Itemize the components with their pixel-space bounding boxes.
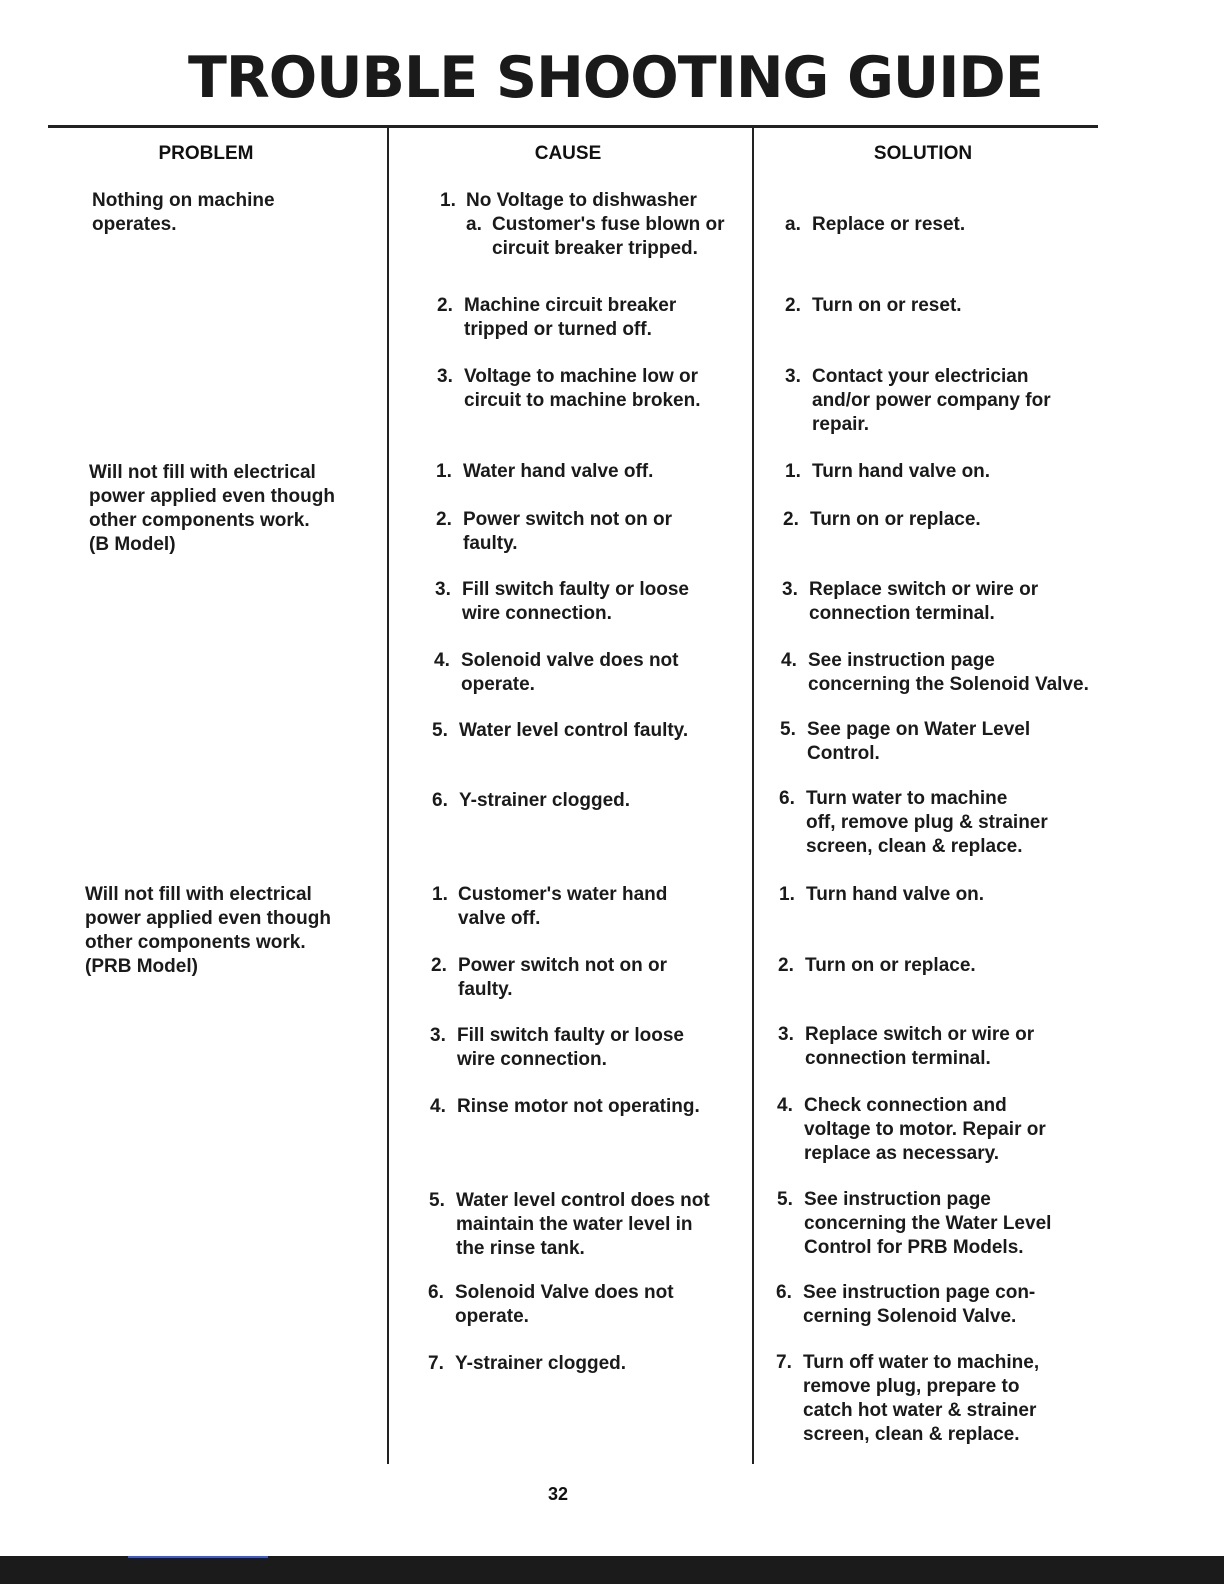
solution-number: 1. xyxy=(785,461,801,482)
cause-item: Fill switch faulty or loose wire connection. xyxy=(457,1025,684,1070)
page-number: 32 xyxy=(548,1484,569,1504)
header-problem: PROBLEM xyxy=(158,143,254,164)
cause-item: Water level control faulty. xyxy=(459,720,689,741)
solution-number: 4. xyxy=(781,650,797,671)
cause-number: 1. xyxy=(432,884,448,905)
solution-number: 3. xyxy=(778,1024,794,1045)
solution-item: Replace or reset. xyxy=(812,214,966,235)
cause-item: Rinse motor not operating. xyxy=(457,1096,700,1117)
solution-number: 6. xyxy=(776,1282,792,1303)
header-cause: CAUSE xyxy=(534,143,602,164)
page-title: TROUBLE SHOOTING GUIDE xyxy=(188,45,1043,111)
cause-number: 3. xyxy=(437,366,453,387)
cause-item: No Voltage to dishwasher xyxy=(466,190,697,211)
solution-number: 7. xyxy=(776,1352,792,1373)
cause-number: 7. xyxy=(428,1353,444,1374)
cause-number: 5. xyxy=(432,720,448,741)
solution-item: See instruction page concerning the Water Level Control for PRB Models. xyxy=(804,1189,1052,1258)
cause-item: Voltage to machine low or circuit to machine broken. xyxy=(464,366,701,411)
footer-bar xyxy=(0,1556,1224,1584)
solution-item: Turn hand valve on. xyxy=(806,884,985,905)
problem-1: Nothing on machine operates. xyxy=(92,190,275,235)
solution-number: 1. xyxy=(779,884,795,905)
cause-item: Power switch not on or faulty. xyxy=(463,509,673,554)
solution-item: Contact your electrician and/or power company for repair. xyxy=(812,366,1051,435)
solution-item: See instruction page con- cerning Solenoid Valve. xyxy=(803,1282,1036,1327)
solution-number: 6. xyxy=(779,788,795,809)
solution-item: See instruction page concerning the Solenoid Valve. xyxy=(808,650,1089,695)
cause-number: 6. xyxy=(432,790,448,811)
problem-3: Will not fill with electrical power applied even though other components work. (PRB Model) xyxy=(85,884,331,977)
cause-item: Water hand valve off. xyxy=(463,461,654,482)
cause-item: Fill switch faulty or loose wire connection. xyxy=(462,579,689,624)
solution-number: 5. xyxy=(780,719,796,740)
header-solution: SOLUTION xyxy=(873,143,973,164)
solution-number: 5. xyxy=(777,1189,793,1210)
cause-number: 6. xyxy=(428,1282,444,1303)
solution-number: 2. xyxy=(783,509,799,530)
solution-number: 3. xyxy=(785,366,801,387)
cause-item: Solenoid Valve does not operate. xyxy=(455,1282,674,1327)
solution-number: 2. xyxy=(778,955,794,976)
cause-item: Solenoid valve does not operate. xyxy=(461,650,679,695)
cause-item: Power switch not on or faulty. xyxy=(458,955,668,1000)
cause-number: 2. xyxy=(436,509,452,530)
solution-item: See page on Water Level Control. xyxy=(807,719,1031,764)
cause-item: Y-strainer clogged. xyxy=(459,790,631,811)
cause-number: 3. xyxy=(430,1025,446,1046)
cause-number: a. xyxy=(466,214,482,235)
solution-number: 2. xyxy=(785,295,801,316)
column-divider-right xyxy=(752,127,754,1464)
solution-item: Check connection and voltage to motor. Repair or replace as necessary. xyxy=(804,1095,1046,1164)
cause-item: Y-strainer clogged. xyxy=(455,1353,627,1374)
cause-item: Water level control does not maintain the water level in the rinse tank. xyxy=(456,1190,710,1259)
cause-number: 3. xyxy=(435,579,451,600)
solution-item: Replace switch or wire or connection terminal. xyxy=(805,1024,1035,1069)
solution-item: Turn off water to machine, remove plug, prepare to catch hot water & strainer screen, clean & replace. xyxy=(803,1352,1040,1445)
cause-number: 1. xyxy=(436,461,452,482)
solution-number: 3. xyxy=(782,579,798,600)
cause-number: 4. xyxy=(434,650,450,671)
solution-item: Replace switch or wire or connection terminal. xyxy=(809,579,1039,624)
solution-item: Turn on or reset. xyxy=(812,295,962,316)
solution-item: Turn on or replace. xyxy=(805,955,976,976)
solution-item: Turn on or replace. xyxy=(810,509,981,530)
solution-number: 4. xyxy=(777,1095,793,1116)
header-rule xyxy=(48,125,1098,128)
cause-number: 4. xyxy=(430,1096,446,1117)
problem-2: Will not fill with electrical power applied even though other components work. (B Model) xyxy=(89,462,335,555)
cause-number: 5. xyxy=(429,1190,445,1211)
cause-number: 1. xyxy=(440,190,456,211)
cause-item: Customer's fuse blown or circuit breaker tripped. xyxy=(492,214,725,259)
cause-item: Machine circuit breaker tripped or turned off. xyxy=(464,295,677,340)
solution-number: a. xyxy=(785,214,801,235)
solution-item: Turn water to machine off, remove plug & strainer screen, clean & replace. xyxy=(806,788,1048,857)
cause-item: Customer's water hand valve off. xyxy=(458,884,668,929)
footer-accent-line xyxy=(128,1556,268,1558)
column-divider-left xyxy=(387,127,389,1464)
cause-number: 2. xyxy=(431,955,447,976)
cause-number: 2. xyxy=(437,295,453,316)
solution-item: Turn hand valve on. xyxy=(812,461,991,482)
